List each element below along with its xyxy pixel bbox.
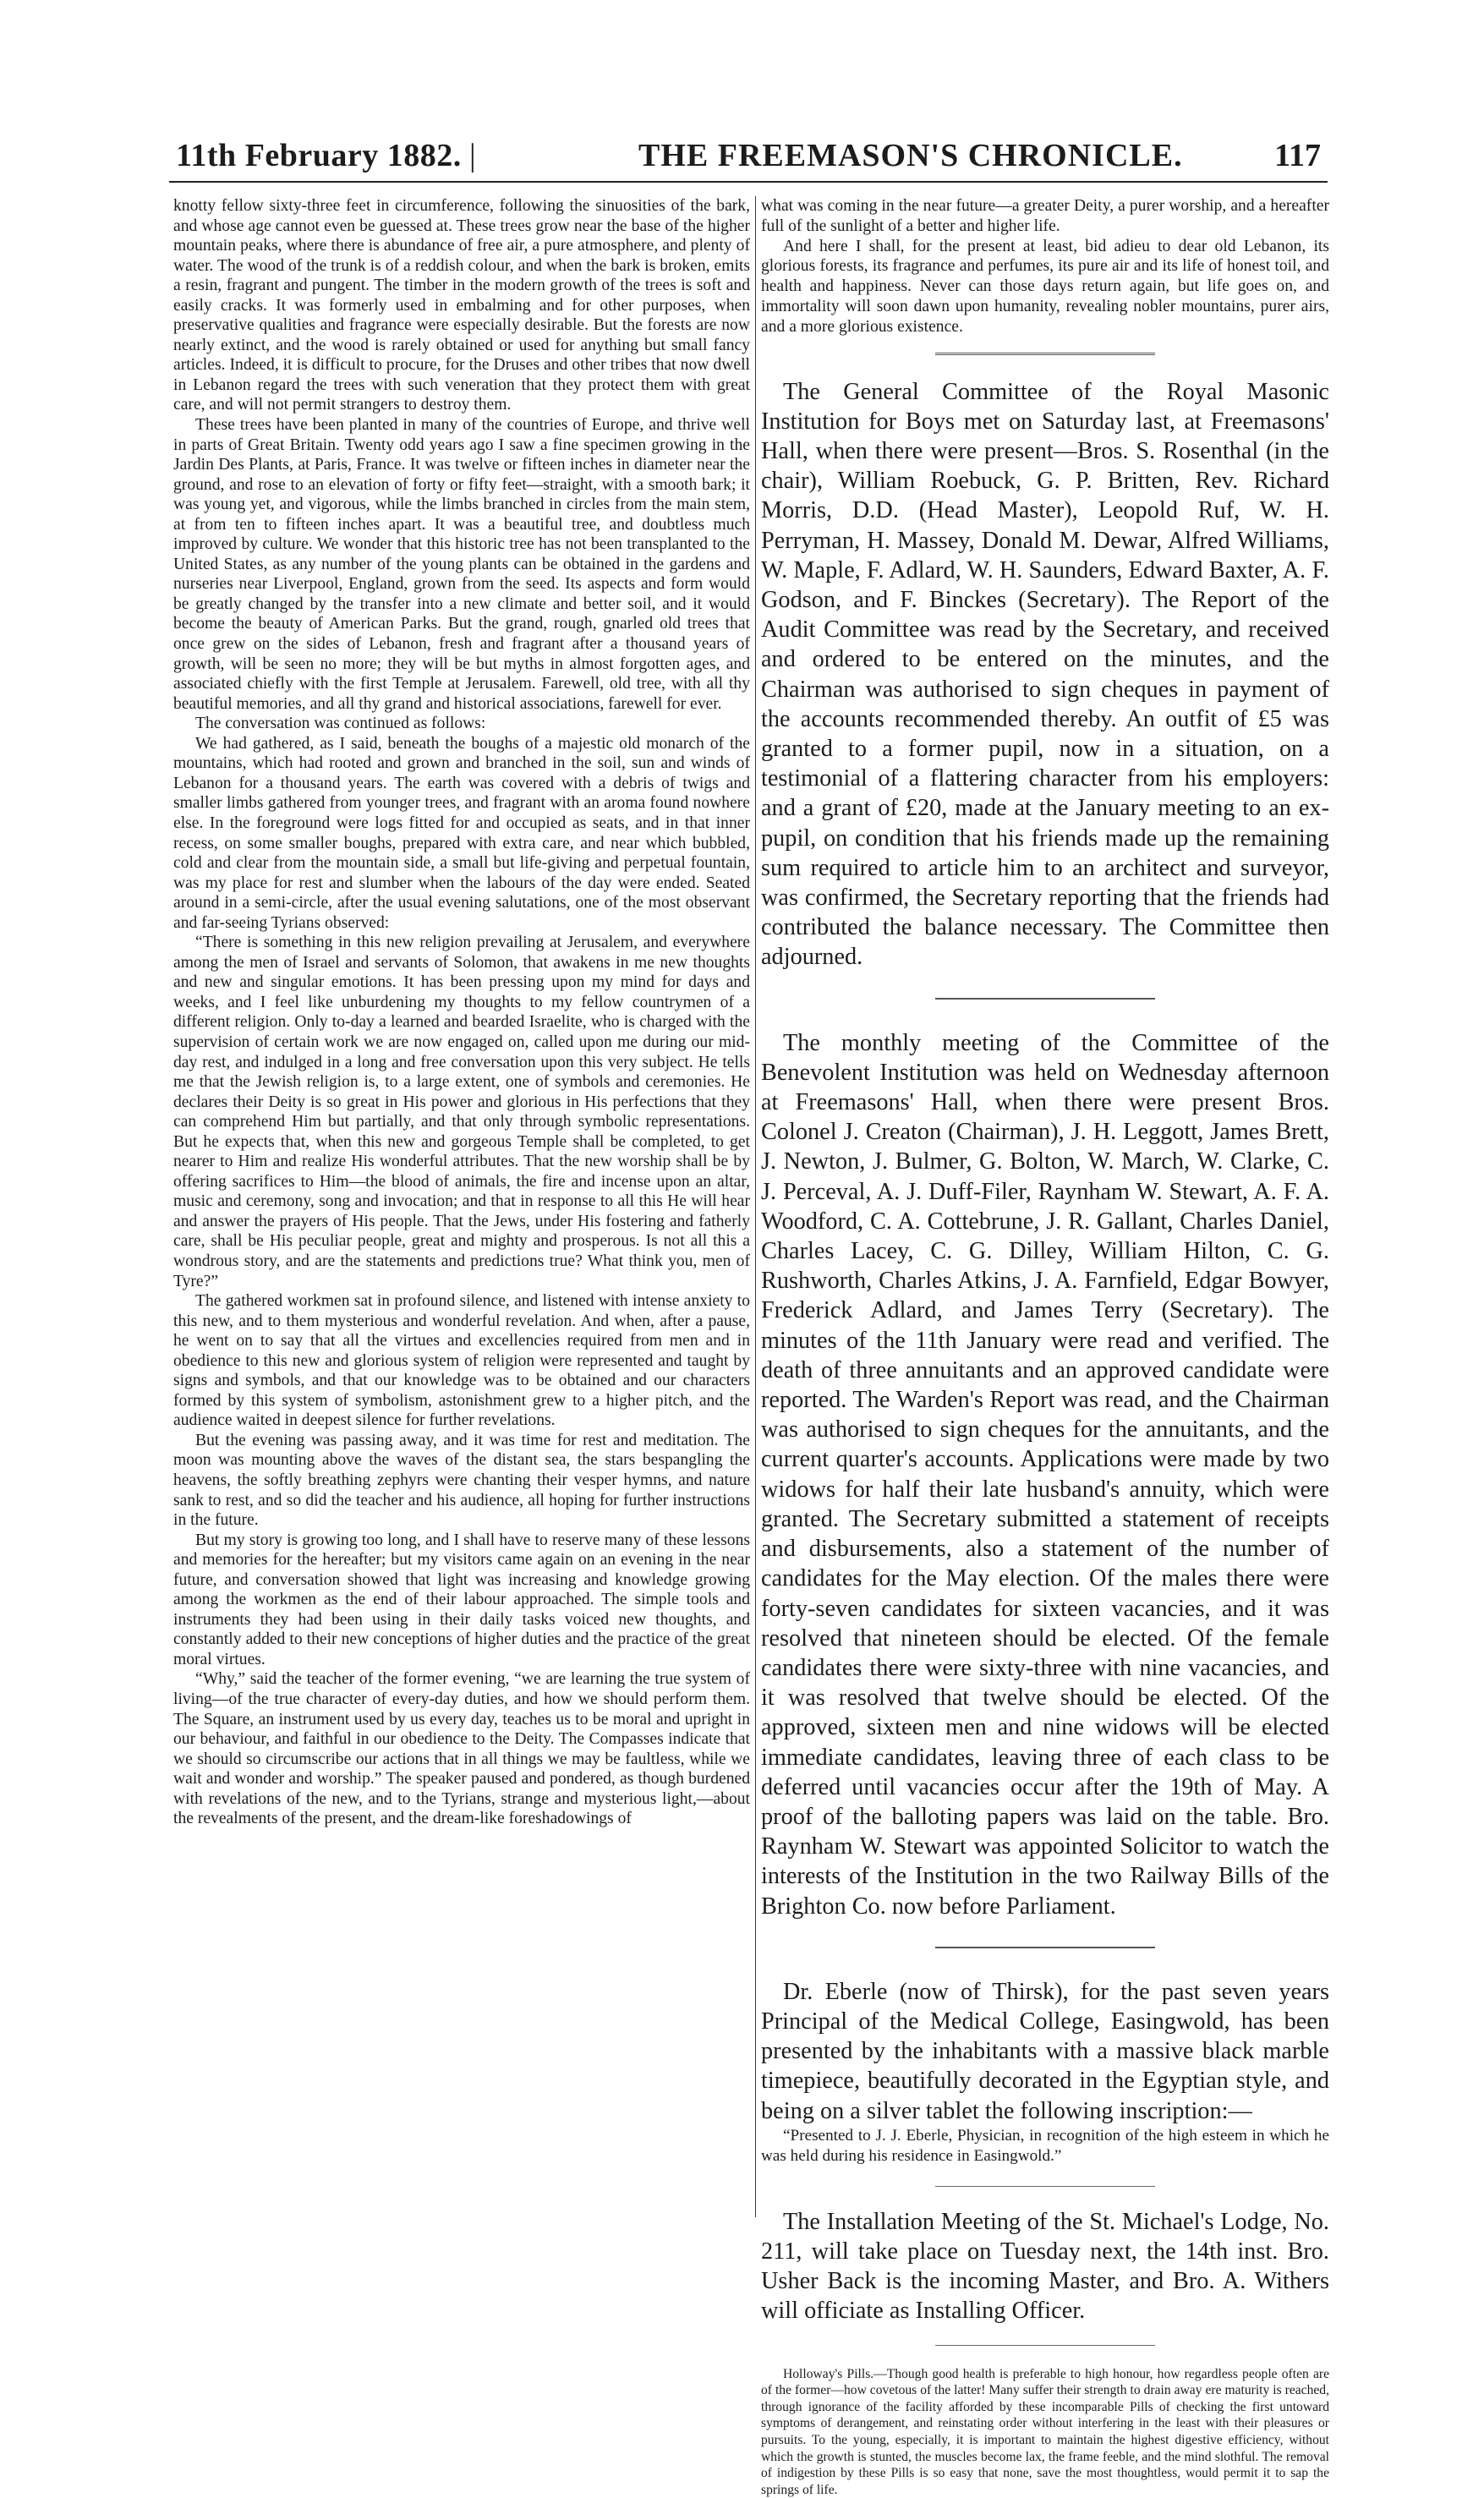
page-number: 117 xyxy=(1274,138,1321,173)
page-header xyxy=(169,134,1328,183)
section-rule xyxy=(935,1947,1155,1948)
holloway-pills-advert: Holloway's Pills.—Though good health is preferable to high honour, how regardless people often are of the former—how covetous of the latter! Many suffer their strength to drain away ere maturity is reached, through ignorance of the facility afforded by these incomparable Pills of checking the first untoward symptoms of derangement, and reinstating order without interfering in the least with their pleasures or pursuits. To the young, especially, it is important to maintain the highest digestive efficiency, without which the growth is stunted, the muscles become lax, the frame feeble, and the mind slothful. The removal of indigestion by these Pills is so easy that none, save the most thoughtless, would permit it to sap the springs of life. xyxy=(761,2366,1329,2497)
article-paragraph: The conversation was continued as follows: xyxy=(195,715,486,733)
left-column xyxy=(173,196,750,2226)
column-divider xyxy=(755,196,756,2217)
article-continuation: what was coming in the near future—a greater Deity, a purer worship, and a hereafter full of the sunlight of a better and higher life. xyxy=(761,197,1329,235)
issue-date: 11th February 1882. xyxy=(176,138,462,173)
article-paragraph: These trees have been planted in many of the countries of Europe, and thrive well in parts of Great Britain. Twenty odd years ago I saw a fine specimen growing in the Jardin Des Plants, at Paris, France. It was twelve or fifteen inches in diameter near the ground, and rose to an elevation of forty or fifty feet—straight, with a smooth bark; it was young yet, and vigorous, while the limbs branched in circles from the main stem, at from ten to fifteen inches apart. It was a beautiful tree, and doubtless much improved by culture. We wonder that this historic tree has not been transplanted to the United States, as any number of the young plants can be obtained in the gardens and nurseries near Liverpool, England, grown from the seed. Its aspects and form would be greatly changed by the transfer into a new climate and better soil, and it would become the beauty of American Parks. But the grand, rough, gnarled old trees that once grew on the sides of Lebanon, fresh and fragrant after a thousand years of growth, will be seen no more; they will be but myths in almost forgotten ages, and associated chiefly with the first Temple at Jerusalem. Farewell, old tree, with all thy beautiful memories, and all thy grand and historical associations, farewell for ever. xyxy=(173,416,750,713)
section-rule xyxy=(935,2186,1155,2187)
right-column xyxy=(761,196,1329,2497)
article-paragraph: We had gathered, as I said, beneath the boughs of a majestic old monarch of the mountains, which had rooted and grown and branched in the soil, sun and winds of Lebanon for a thousand years. The earth was covered with a debris of twigs and smaller limbs gathered from younger trees, and fragrant with an aroma found nowhere else. In the foreground were logs fitted for and occupied as seats, and in that inner recess, on some smaller boughs, prepared with extra care, and near which bubbled, cold and clear from the mountain side, a small but life-giving and perpetual fountain, was my place for rest and slumber when the labours of the day were ended. Seated around in a semi-circle, after the usual evening salutations, one of the most observant and far-seeing Tyrians observed: xyxy=(173,734,750,932)
masthead-title: THE FREEMASON'S CHRONICLE. xyxy=(638,138,1183,173)
installation-notice: The Installation Meeting of the St. Michael's Lodge, No. 211, will take place on Tuesday next, the 14th inst. Bro. Usher Back is the incoming Master, and Bro. A. Withers will officiate as Installing Officer. xyxy=(761,2208,1329,2325)
boys-institution-report: The General Committee of the Royal Masonic Institution for Boys met on Saturday last, at Freemasons' Hall, when there were present—Bros. S. Rosenthal (in the chair), William Roebuck, G. P. Britten, Rev. Richard Morris, D.D. (Head Master), Leopold Ruf, W. H. Perryman, H. Massey, Donald M. Dewar, Alfred Williams, W. Maple, F. Adlard, W. H. Saunders, Edward Baxter, A. F. Godson, and F. Binckes (Secretary). The Report of the Audit Committee was read by the Secretary, and received and ordered to be entered on the minutes, and the Chairman was authorised to sign cheques in payment of the accounts recommended thereby. An outfit of £5 was granted to a former pupil, now in a situation, on a testimonial of a flattering character from his employers: and a grant of £20, made at the January meeting to an ex-pupil, on condition that his friends made up the remaining sum required to article him to an architect and surveyor, was confirmed, the Secretary reporting that the friends had contributed the balance necessary. The Committee then adjourned. xyxy=(761,378,1329,971)
article-paragraph: “There is something in this new religion prevailing at Jerusalem, and everywhere among the men of Israel and servants of Solomon, that awakens in me new thoughts and new and singular emotions. It has been pressing upon my mind for days and weeks, and I feel like unburdening my thoughts to my fellow countrymen of a different religion. Only to-day a learned and bearded Israelite, who is charged with the supervision of certain work we are now engaged on, called upon me during our mid-day rest, and indulged in a long and free conversation upon this very subject. He tells me that the Jewish religion is, to a large extent, one of symbols and ceremonies. He declares their Deity is so great in His power and glorious in His perfections that they can comprehend Him but partially, and that only through symbolic representations. But he expects that, when this new and gorgeous Temple shall be completed, to get nearer to Him and realize His wonderful attributes. That the new worship shall be by offering sacrifices to Him—the blood of animals, the fire and incense upon an altar, music and ceremony, song and invocation; and that in response to all this He will hear and answer the prayers of His people. That the Jews, under His fostering and fatherly care, shall be His peculiar people, great and mighty and prosperous. Is not all this a wondrous story, and are the statements and predictions true? What think you, men of Tyre?” xyxy=(173,934,750,1290)
section-rule xyxy=(935,998,1155,1000)
article-paragraph: The gathered workmen sat in profound silence, and listened with intense anxiety to this new, and to them mysterious and wonderful revelation. And when, after a pause, he went on to say that all the virtues and excellencies required from men and in obedience to this new and glorious system of religion were represented and taught by signs and symbols, and that our knowledge was to be obtained and our characters formed by this system of symbolism, astonishment grew to a higher pitch, and the audience waited in deepest silence for further revelations. xyxy=(173,1292,750,1430)
eberle-presentation-notice: Dr. Eberle (now of Thirsk), for the past seven years Principal of the Medical College, Easingwold, has been presented by the inhabitants with a massive black marble timepiece, beautifully decorated in the Egyptian style, and being on a silver tablet the following inscription:— xyxy=(761,1978,1329,2124)
article-paragraph: “Why,” said the teacher of the former evening, “we are learning the true system of living—of the true character of every-day duties, and how we should perform them. The Square, an instrument used by us every day, teaches us to be moral and upright in our behaviour, and faithful in our obedience to the Deity. The Compasses indicate that we should so circumscribe our actions that in all things we may be faultless, while we wait and wonder and worship.” The speaker paused and pondered, as though burdened with revelations of the new, and to the Tyrians, strange and mysterious light,—about the revealments of the present, and the dream-like foreshadowings of xyxy=(173,1670,750,1828)
article-paragraph: knotty fellow sixty-three feet in circumference, following the sinuosities of the bark, and whose age cannot even be guessed at. These trees grow near the base of the higher mountain peaks, where there is abundance of free air, a pure atmosphere, and plenty of water. The wood of the trunk is of a reddish colour, and when the bark is broken, emits a resin, fragrant and pungent. The timber in the modern growth of the trees is soft and easily cracks. It was formerly used in embalming and for other purposes, when preservative qualities and fragrance were especially desirable. But the forests are now nearly extinct, and the wood is rarely obtained or used for anything but small fancy articles. Indeed, it is difficult to procure, for the Druses and other tribes that now dwell in Lebanon regard the trees with such veneration that they protect them with great care, and will not permit strangers to destroy them. xyxy=(173,197,750,414)
benevolent-institution-report: The monthly meeting of the Committee of the Benevolent Institution was held on Wednesday afternoon at Freemasons' Hall, when there were present Bros. Colonel J. Creaton (Chairman), J. H. Leggott, James Brett, J. Newton, J. Bulmer, G. Bolton, W. March, W. Clarke, C. J. Perceval, A. J. Duff-Filer, Raynham W. Stewart, A. F. A. Woodford, C. A. Cottebrune, J. R. Gallant, Charles Daniel, Charles Lacey, C. G. Dilley, William Hilton, C. G. Rushworth, Charles Atkins, J. A. Farnfield, Edgar Bowyer, Frederick Adlard, and James Terry (Secretary). The minutes of the 11th January were read and verified. The death of three annuitants and an approved candidate were reported. The Warden's Report was read, and the Chairman was authorised to sign cheques for the annuitants, and the current quarter's accounts. Applications were made by two widows for half their late husband's annuity, which were granted. The Secretary submitted a statement of receipts and disbursements, also a statement of the number of candidates for the May election. Of the males there were forty-seven candidates for sixteen vacancies, and it was resolved that nineteen should be elected. Of the female candidates there were sixty-three with nine vacancies, and it was resolved that twelve should be elected. Of the approved, sixteen men and nine widows will be elected immediate candidates, leaving three of each class to be deferred until vacancies occur after the 19th of May. A proof of the balloting papers was laid on the table. Bro. Raynham W. Stewart was appointed Solicitor to watch the interests of the Institution in the two Railway Bills of the Brighton Co. now before Parliament. xyxy=(761,1029,1329,1920)
section-rule xyxy=(935,2345,1155,2346)
section-rule xyxy=(935,353,1155,355)
timepiece-inscription: “Presented to J. J. Eberle, Physician, in recognition of the high esteem in which he was held during his residence in Easingwold.” xyxy=(761,2126,1329,2166)
article-farewell: And here I shall, for the present at least, bid adieu to dear old Lebanon, its glorious forests, its fragrance and perfumes, its pure air and its life of honest toil, and health and happiness. Never can those days return again, but life goes on, and immortality will soon dawn upon humanity, revealing nobler mountains, purer airs, and a more glorious existence. xyxy=(761,237,1329,336)
header-separator: | xyxy=(469,138,476,173)
article-paragraph: But the evening was passing away, and it was time for rest and meditation. The moon was mounting above the waves of the distant sea, the stars bespangling the heavens, the softly breathing zephyrs were chanting their vesper hymns, and nature sank to rest, and so did the teacher and his audience, all hoping for further instructions in the future. xyxy=(173,1431,750,1530)
article-paragraph: But my story is growing too long, and I shall have to reserve many of these lessons and memories for the hereafter; but my visitors came again on an evening in the near future, and conversation showed that light was increasing and knowledge growing among the workmen as the end of their labour approached. The simple tools and instruments they had been using in their daily tasks voiced new thoughts, and constantly added to their new conceptions of higher duties and the practice of the great moral virtues. xyxy=(173,1531,750,1668)
